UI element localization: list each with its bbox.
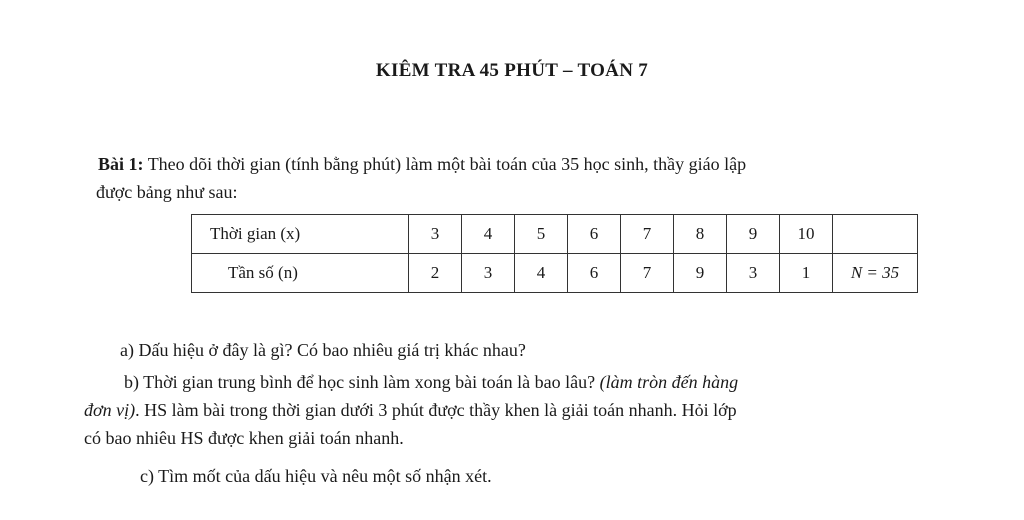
question-b-line1-text: b) Thời gian trung bình để học sinh làm xong bài toán là bao lâu? <box>124 372 600 392</box>
page-title: KIÊM TRA 45 PHÚT – TOÁN 7 <box>375 60 649 81</box>
table-cell-x: 8 <box>674 215 727 254</box>
table-cell-n: 7 <box>621 254 674 293</box>
table-cell-n: 2 <box>409 254 462 293</box>
table-cell-n: 3 <box>462 254 515 293</box>
table-cell-n: 3 <box>727 254 780 293</box>
table-header-frequency: Tần số (n) <box>192 254 409 293</box>
table-cell-x: 7 <box>621 215 674 254</box>
question-b-line1 <box>84 368 984 396</box>
question-b-line2-text: . HS làm bài trong thời gian dưới 3 phút được thầy khen là giải toán nhanh. Hỏi lớp <box>135 400 737 420</box>
question-a: a) Dấu hiệu ở đây là gì? Có bao nhiêu giá trị khác nhau? <box>120 340 526 360</box>
table-cell-empty <box>833 215 918 254</box>
table-cell-n: 4 <box>515 254 568 293</box>
table-cell-x: 9 <box>727 215 780 254</box>
table-cell-n: 6 <box>568 254 621 293</box>
table-cell-x: 4 <box>462 215 515 254</box>
question-b-line1-italic: (làm tròn đến hàng <box>599 372 739 392</box>
table-cell-x: 5 <box>515 215 568 254</box>
frequency-table <box>191 214 918 293</box>
question-b-line2-italic: đơn vị) <box>84 400 136 420</box>
table-cell-n: 9 <box>674 254 727 293</box>
table-cell-x: 10 <box>780 215 833 254</box>
question-b-line3: có bao nhiêu HS được khen giải toán nhanh. <box>84 428 404 448</box>
question-b <box>84 368 984 452</box>
table-row-time <box>192 215 918 254</box>
table-cell-n: 1 <box>780 254 833 293</box>
question-b-line2 <box>84 400 737 420</box>
table-header-time: Thời gian (x) <box>192 215 409 254</box>
problem-1-text-line2: được bảng như sau: <box>96 182 238 202</box>
question-c: c) Tìm mốt của dấu hiệu và nêu một số nhận xét. <box>140 466 492 486</box>
problem-1-statement <box>98 150 988 206</box>
table-cell-x: 3 <box>409 215 462 254</box>
problem-1-text-line1: Theo dõi thời gian (tính bằng phút) làm một bài toán của 35 học sinh, thầy giáo lập <box>143 154 747 174</box>
table-row-frequency <box>192 254 918 293</box>
problem-1-label: Bài 1: <box>98 154 144 174</box>
table-cell-x: 6 <box>568 215 621 254</box>
table-cell-total: N = 35 <box>833 254 918 293</box>
